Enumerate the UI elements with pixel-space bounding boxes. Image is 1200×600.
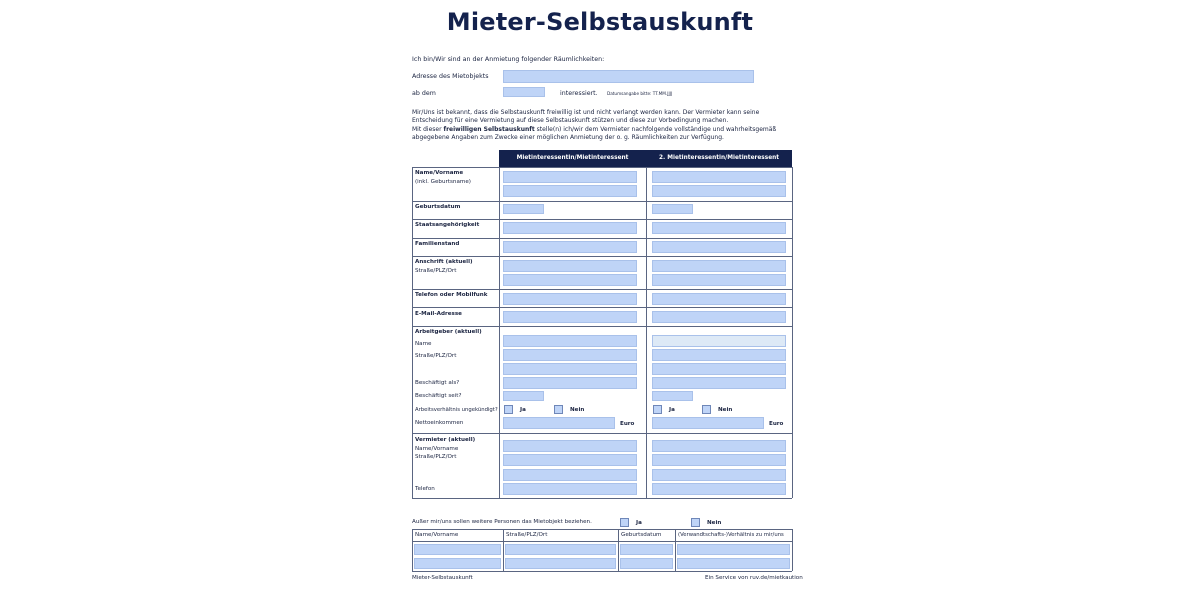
additional-persons-yes-checkbox[interactable]: [620, 518, 629, 527]
applicant1-phone-field[interactable]: [503, 293, 637, 305]
applicant2-address-field-2[interactable]: [652, 274, 786, 286]
applicant1-name-field[interactable]: [503, 171, 637, 183]
applicant2-address-field-1[interactable]: [652, 260, 786, 272]
applicant2-unterminated-yes-checkbox[interactable]: [653, 405, 662, 414]
applicant2-euro-label: Euro: [769, 421, 784, 427]
paragraph-bold-text: freiwilligen Selbstauskunft: [443, 125, 535, 133]
address-row-label: Anschrift (aktuell): [415, 259, 473, 265]
paragraph-line: abgegebene Angaben zum Zwecke einer möglichen Anmietung der o. g. Räumlichkeiten zur Verfügung.: [412, 134, 724, 142]
page-title: Mieter-Selbstauskunft: [446, 8, 754, 36]
net-income-label: Nettoeinkommen: [415, 420, 464, 426]
column-header-applicant-1: Mietinteressentin/Mietinteressent: [499, 150, 646, 167]
name-sublabel: (inkl. Geburtsname): [415, 179, 471, 185]
table-border: [412, 201, 792, 202]
applicant2-landlord-name-field[interactable]: [652, 440, 786, 452]
applicant1-employer-street-field-1[interactable]: [503, 349, 637, 361]
table-border: [412, 238, 792, 239]
applicant1-employer-name-field[interactable]: [503, 335, 637, 347]
applicant1-yes-label: Ja: [520, 407, 526, 413]
employed-as-label: Beschäftigt als?: [415, 380, 460, 386]
persons-col-name: Name/Vorname: [415, 532, 459, 538]
table-border: [792, 167, 793, 498]
footer-right: Ein Service von ruv.de/mietkaution: [705, 575, 803, 581]
interested-text: interessiert.: [560, 90, 598, 97]
unterminated-label: Arbeitsverhältnis ungekündigt?: [415, 407, 498, 413]
employer-name-label: Name: [415, 341, 432, 347]
table-border: [412, 219, 792, 220]
applicant2-birthname-field[interactable]: [652, 185, 786, 197]
applicant2-birthdate-field[interactable]: [652, 204, 693, 214]
person1-name-field[interactable]: [414, 544, 501, 555]
person2-name-field[interactable]: [414, 558, 501, 569]
table-border: [412, 433, 792, 434]
date-hint: Datumsangabe bitte: TT.MM.JJJJ: [607, 91, 673, 96]
applicant2-employer-street-field-1[interactable]: [652, 349, 786, 361]
paragraph-text: stelle(n) ich/wir dem Vermieter nachfolgende vollständige und wahrheitsgemäß: [534, 125, 777, 133]
consent-paragraph: [412, 109, 792, 143]
address-row-sublabel: Straße/PLZ/Ort: [415, 268, 457, 274]
paragraph-line: Entscheidung für eine Vermietung auf diese Selbstauskunft stützen und diese zur Vorbedingung machen.: [412, 117, 729, 125]
landlord-label: Vermieter (aktuell): [415, 437, 476, 443]
table-border: [499, 167, 500, 498]
intro-line: Ich bin/Wir sind an der Anmietung folgender Räumlichkeiten:: [412, 56, 605, 63]
applicant2-employer-name-field[interactable]: [652, 335, 786, 347]
person2-birthdate-field[interactable]: [620, 558, 673, 569]
footer-left: Mieter-Selbstauskunft: [412, 575, 473, 581]
marital-status-label: Familienstand: [415, 241, 460, 247]
table-border: [412, 541, 792, 542]
name-label: Name/Vorname: [415, 170, 464, 176]
applicant2-no-label: Nein: [718, 407, 733, 413]
applicant2-landlord-phone-field[interactable]: [652, 483, 786, 495]
move-in-date-field[interactable]: [503, 87, 545, 97]
applicant2-email-field[interactable]: [652, 311, 786, 323]
applicant1-landlord-name-field[interactable]: [503, 440, 637, 452]
applicant1-address-field-2[interactable]: [503, 274, 637, 286]
applicant1-nationality-field[interactable]: [503, 222, 637, 234]
paragraph-line: Mir/Uns ist bekannt, dass die Selbstauskunft freiwillig ist und nicht verlangt werden kann. Der Vermieter kann seine: [412, 109, 760, 116]
email-label: E-Mail-Adresse: [415, 311, 462, 317]
applicant2-phone-field[interactable]: [652, 293, 786, 305]
applicant1-birthdate-field[interactable]: [503, 204, 544, 214]
table-border: [412, 167, 413, 498]
applicant2-nationality-field[interactable]: [652, 222, 786, 234]
applicant2-employed-since-field[interactable]: [652, 391, 693, 401]
applicant2-landlord-street-field-2[interactable]: [652, 469, 786, 481]
applicant1-unterminated-no-checkbox[interactable]: [554, 405, 563, 414]
column-header-applicant-2: 2. Mietinteressentin/Mietinteressent: [646, 150, 792, 167]
person1-relation-field[interactable]: [677, 544, 790, 555]
date-label: ab dem: [412, 90, 436, 97]
persons-col-birthdate: Geburtsdatum: [621, 532, 662, 538]
nationality-label: Staatsangehörigkeit: [415, 222, 480, 228]
table-border: [412, 256, 792, 257]
table-border: [412, 167, 792, 168]
applicant1-address-field-1[interactable]: [503, 260, 637, 272]
additional-persons-no-label: Nein: [707, 520, 722, 526]
employer-label: Arbeitgeber (aktuell): [415, 329, 482, 335]
employed-since-label: Beschäftigt seit?: [415, 393, 462, 399]
applicant1-net-income-field[interactable]: [503, 417, 615, 429]
table-border: [792, 529, 793, 571]
applicant1-birthname-field[interactable]: [503, 185, 637, 197]
employer-street-label: Straße/PLZ/Ort: [415, 353, 457, 359]
table-border: [412, 571, 792, 572]
applicant1-landlord-street-field-2[interactable]: [503, 469, 637, 481]
person1-birthdate-field[interactable]: [620, 544, 673, 555]
applicant1-landlord-phone-field[interactable]: [503, 483, 637, 495]
applicant2-net-income-field[interactable]: [652, 417, 764, 429]
landlord-name-label: Name/Vorname: [415, 446, 459, 452]
table-border: [412, 307, 792, 308]
table-border: [412, 529, 413, 571]
table-border: [646, 167, 647, 498]
person1-street-field[interactable]: [505, 544, 616, 555]
phone-label: Telefon oder Mobilfunk: [415, 292, 488, 298]
additional-persons-yes-label: Ja: [636, 520, 642, 526]
persons-col-street: Straße/PLZ/Ort: [506, 532, 548, 538]
applicant1-no-label: Nein: [570, 407, 585, 413]
table-border: [412, 326, 792, 327]
applicant1-employed-as-field[interactable]: [503, 377, 637, 389]
applicant1-euro-label: Euro: [620, 421, 635, 427]
applicant1-landlord-street-field-1[interactable]: [503, 454, 637, 466]
applicant2-landlord-street-field-1[interactable]: [652, 454, 786, 466]
landlord-street-label: Straße/PLZ/Ort: [415, 454, 457, 460]
person2-relation-field[interactable]: [677, 558, 790, 569]
applicant1-employer-street-field-2[interactable]: [503, 363, 637, 375]
table-border: [503, 529, 504, 571]
paragraph-text: Mit dieser: [412, 125, 444, 133]
birthdate-label: Geburtsdatum: [415, 204, 461, 210]
table-border: [412, 498, 792, 499]
applicant1-unterminated-yes-checkbox[interactable]: [504, 405, 513, 414]
address-label: Adresse des Mietobjekts: [412, 73, 489, 80]
table-border: [618, 529, 619, 571]
persons-col-relation: (Verwandtschafts-)Verhältnis zu mir/uns: [678, 532, 784, 538]
table-border: [675, 529, 676, 571]
applicant2-name-field[interactable]: [652, 171, 786, 183]
property-address-field[interactable]: [503, 70, 754, 83]
person2-street-field[interactable]: [505, 558, 616, 569]
applicant2-marital-field[interactable]: [652, 241, 786, 253]
applicant2-employer-street-field-2[interactable]: [652, 363, 786, 375]
applicant2-unterminated-no-checkbox[interactable]: [702, 405, 711, 414]
paragraph-line: [412, 126, 792, 134]
applicant2-employed-as-field[interactable]: [652, 377, 786, 389]
additional-persons-no-checkbox[interactable]: [691, 518, 700, 527]
table-border: [412, 289, 792, 290]
applicant2-yes-label: Ja: [669, 407, 675, 413]
additional-persons-question: Außer mir/uns sollen weitere Personen das Mietobjekt beziehen.: [412, 519, 592, 525]
table-border: [412, 529, 792, 530]
applicant1-email-field[interactable]: [503, 311, 637, 323]
applicant1-employed-since-field[interactable]: [503, 391, 544, 401]
landlord-phone-label: Telefon: [415, 486, 435, 492]
applicant1-marital-field[interactable]: [503, 241, 637, 253]
